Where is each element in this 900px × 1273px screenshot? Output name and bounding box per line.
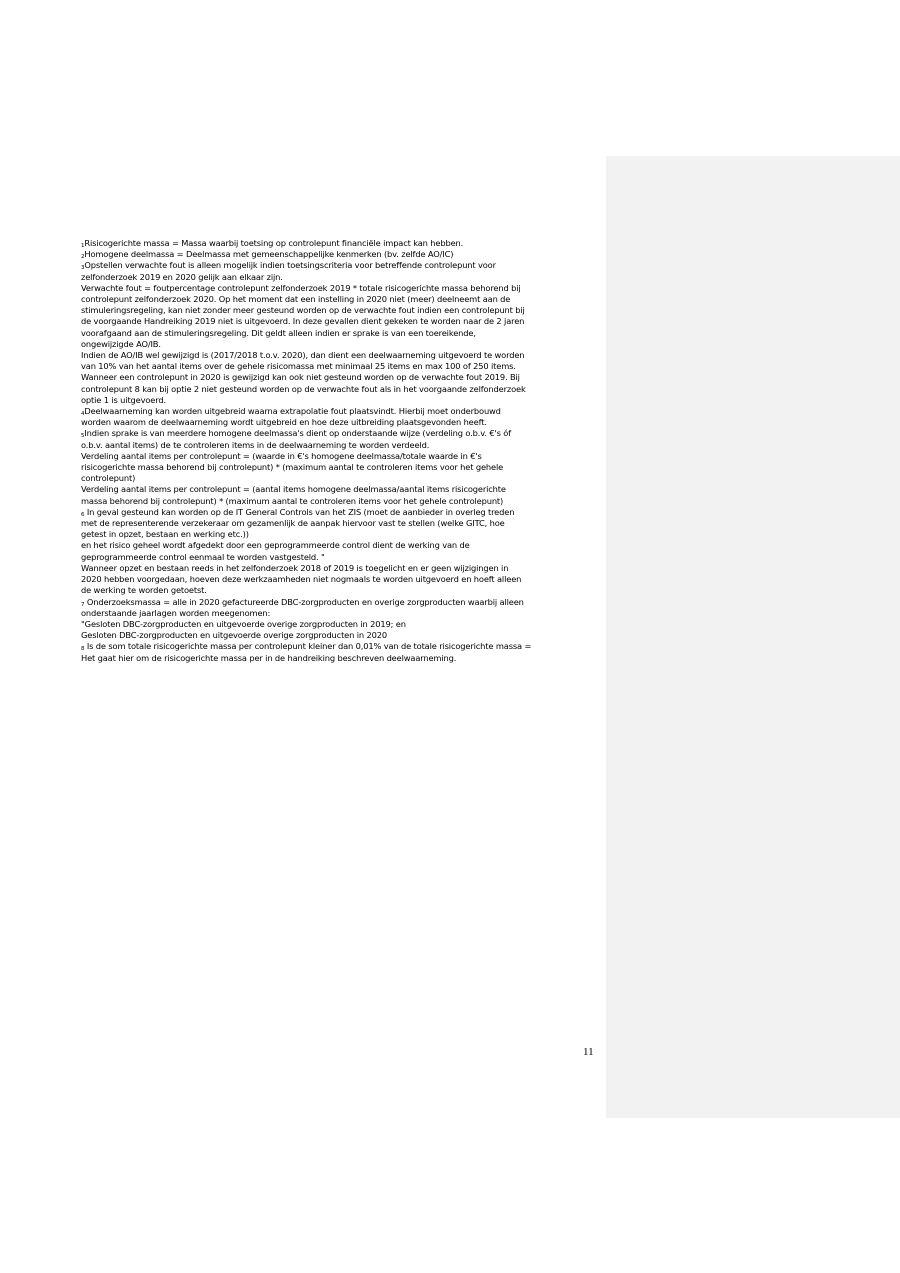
- footnote-line: [81, 328, 599, 339]
- footnote-text: met de representerende verzekeraar om gezamenlijk de aanpak hiervoor vast te stellen (welke GITC, hoe: [81, 518, 505, 529]
- footnote-line: [81, 473, 599, 484]
- footnote-mark: 5: [81, 433, 85, 440]
- footnote-text: Verdeling aantal items per controlepunt = (aantal items homogene deelmassa/aantal items risicogerichte: [81, 484, 506, 495]
- footnote-mark: 1: [81, 243, 85, 249]
- footnote-text: controlepunt zelfonderzoek 2020. Op het moment dat een instelling in 2020 niet (meer) deelneemt aan de: [81, 294, 511, 305]
- footnote-line: [81, 395, 599, 406]
- footnote-text: o.b.v. aantal items) de te controleren items in de deelwaarneming te worden verdeeld.: [81, 439, 430, 450]
- footnote-text: en het risico geheel wordt afgedekt door een geprogrammeerde control dient de werking van de: [81, 540, 470, 551]
- footnote-line: [81, 316, 599, 327]
- footnote-line: [81, 372, 599, 383]
- footnote-line: [81, 451, 599, 462]
- footnote-text: Opstellen verwachte fout is alleen mogelijk indien toetsingscriteria voor betreffende controlepunt voor: [84, 260, 496, 271]
- footnote-text: voorafgaand aan de stimuleringsregeling. Dit geldt alleen indien er sprake is van een toereikende,: [81, 327, 476, 338]
- footnote-text: getest in opzet, bestaan en werking etc.)): [81, 529, 249, 540]
- footnote-text: stimuleringsregeling, kan niet zonder meer gesteund worden op de verwachte fout indien een controlepunt bij: [81, 305, 525, 316]
- footnote-mark: 4: [81, 411, 85, 418]
- footnote-line: [81, 552, 599, 563]
- footnote-text: geprogrammeerde control eenmaal te worden vastgesteld. ": [81, 551, 325, 562]
- footnote-mark: 8: [81, 646, 85, 653]
- footnote-line: [81, 585, 599, 596]
- footnote-text: risicogerichte massa behorend bij controlepunt) * (maximum aantal te controleren items voor het gehele: [81, 462, 504, 473]
- footnote-line: [81, 484, 599, 495]
- footnote-line: [81, 597, 599, 608]
- footnote-text: onderstaande jaarlagen worden meegenomen:: [81, 607, 271, 618]
- footnote-text: In geval gesteund kan worden op de IT General Controls van het ZIS (moet de aanbieder in overleg treden: [84, 506, 515, 517]
- footnote-text: Deelwaarneming kan worden uitgebreid waarna extrapolatie fout plaatsvindt. Hierbij moet onderbouwd: [84, 406, 501, 417]
- footnote-line: [81, 249, 599, 260]
- footnote-text: Gesloten DBC-zorgproducten en uitgevoerde overige zorgproducten in 2020: [81, 630, 387, 641]
- footnote-line: [81, 350, 599, 361]
- footnote-line: [81, 361, 599, 372]
- footnote-text: Is de som totale risicogerichte massa per controlepunt kleiner dan 0,01% van de totale risicogerichte massa =: [84, 641, 532, 652]
- footnote-text: Verwachte fout = foutpercentage controlepunt zelfonderzoek 2019 * totale risicogerichte massa behorend bij: [81, 282, 521, 293]
- footnote-line: [81, 507, 599, 518]
- footnote-line: [81, 540, 599, 551]
- footnote-mark: 6: [81, 511, 85, 518]
- footnote-text: de werking te worden getoetst.: [81, 585, 207, 596]
- footnote-line: [81, 384, 599, 395]
- footnote-line: [81, 462, 599, 473]
- footnote-line: [81, 608, 599, 619]
- footnote-line: [81, 294, 599, 305]
- footnote-text: "Gesloten DBC-zorgproducten en uitgevoerde overige zorgproducten in 2019; en: [81, 618, 406, 629]
- footnote-text: ongewijzigde AO/IB.: [81, 338, 161, 349]
- footnote-line: [81, 272, 599, 283]
- page-number: 11: [583, 1046, 594, 1058]
- footnote-text: Verdeling aantal items per controlepunt = (waarde in €'s homogene deelmassa/totale waarde in €'s: [81, 450, 482, 461]
- footnote-line: [81, 529, 599, 540]
- footnote-mark: 2: [81, 254, 85, 261]
- footnote-text: optie 1 is uitgevoerd.: [81, 394, 166, 405]
- footnote-line: [81, 563, 599, 574]
- footnote-line: [81, 428, 599, 439]
- footnote-line: [81, 496, 599, 507]
- footnote-line: [81, 238, 599, 249]
- footnote-line: [81, 339, 599, 350]
- footnote-block: [81, 238, 599, 664]
- footnote-text: controlepunt): [81, 473, 136, 484]
- footnote-text: Wanneer opzet en bestaan reeds in het zelfonderzoek 2018 of 2019 is toegelicht en er geen wijzigingen in: [81, 562, 509, 573]
- footnote-text: van 10% van het aantal items over de gehele risicomassa met minimaal 25 items en max 100 of 250 items.: [81, 361, 516, 372]
- footnote-text: Indien de AO/IB wel gewijzigd is (2017/2018 t.o.v. 2020), dan dient een deelwaarneming uitgevoerd te worden: [81, 350, 525, 361]
- footnote-text: zelfonderzoek 2019 en 2020 gelijk aan elkaar zijn.: [81, 271, 283, 282]
- footnote-text: controlepunt 8 kan bij optie 2 niet gesteund worden op de verwachte fout als in het voorgaande zelfonderzoek: [81, 383, 526, 394]
- footnote-text: Het gaat hier om de risicogerichte massa per in de handreiking beschreven deelwaarneming.: [81, 652, 457, 663]
- footnote-text: 2020 hebben voorgedaan, hoeven deze werkzaamheden niet nogmaals te worden uitgevoerd en hoeft alleen: [81, 574, 522, 585]
- footnote-mark: 7: [81, 601, 85, 608]
- footnote-line: [81, 406, 599, 417]
- comment-pane: [606, 156, 900, 1118]
- footnote-line: [81, 641, 599, 652]
- footnote-line: [81, 417, 599, 428]
- footnote-mark: 3: [81, 265, 85, 272]
- footnote-text: massa behorend bij controlepunt) * (maximum aantal te controleren items voor het gehele controlepunt): [81, 495, 504, 506]
- footnote-line: [81, 305, 599, 316]
- footnote-line: [81, 283, 599, 294]
- footnote-line: [81, 574, 599, 585]
- footnote-text: Risicogerichte massa = Massa waarbij toetsing op controlepunt financiële impact kan hebben.: [84, 238, 464, 248]
- footnote-line: [81, 630, 599, 641]
- footnote-line: [81, 653, 599, 664]
- footnote-line: [81, 518, 599, 529]
- footnote-line: [81, 260, 599, 271]
- footnote-text: Wanneer een controlepunt in 2020 is gewijzigd kan ook niet gesteund worden op de verwachte fout 2019. Bij: [81, 372, 520, 383]
- footnote-line: [81, 440, 599, 451]
- footnote-text: Indien sprake is van meerdere homogene deelmassa's dient op onderstaande wijze (verdeling o.b.v. €'s óf: [84, 428, 511, 439]
- footnote-text: worden waarom de deelwaarneming wordt uitgebreid en hoe deze uitbreiding plaatsgevonden heeft.: [81, 417, 487, 428]
- footnote-text: Homogene deelmassa = Deelmassa met gemeenschappelijke kenmerken (bv. zelfde AO/IC): [84, 249, 454, 260]
- footnote-text: Onderzoeksmassa = alle in 2020 gefactureerde DBC-zorgproducten en overige zorgproducten waarbij alleen: [84, 596, 524, 607]
- footnote-text: de voorgaande Handreiking 2019 niet is uitgevoerd. In deze gevallen dient gekeken te worden naar de 2 jaren: [81, 316, 525, 327]
- footnote-line: [81, 619, 599, 630]
